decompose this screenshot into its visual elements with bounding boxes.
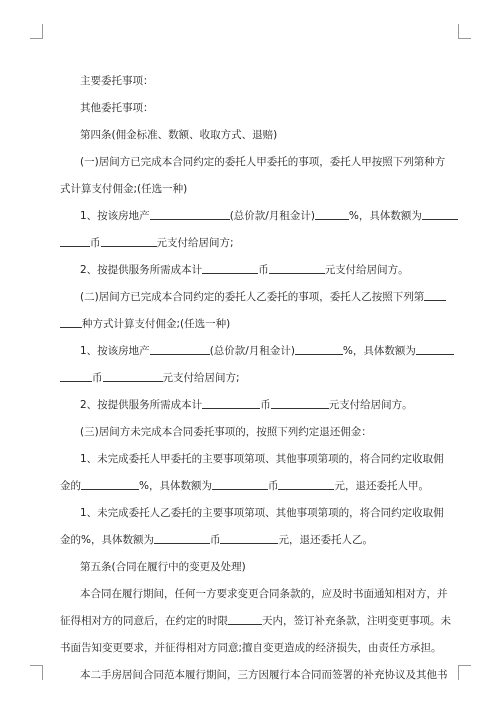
text-line (60, 74, 154, 88)
text-segment: 币 (92, 372, 103, 384)
text-segment: %，具体数额为 (342, 345, 416, 357)
text-line (60, 236, 234, 250)
text-line (60, 587, 448, 601)
text-segment: 其他委托事项： (80, 102, 154, 114)
crop-mark-bottom-right (458, 665, 471, 680)
text-segment: 元，退还委托人乙。 (278, 534, 373, 546)
blank-field[interactable] (295, 344, 343, 355)
text-line (60, 344, 454, 358)
blank-field[interactable] (422, 209, 458, 220)
text-segment: 币 (90, 237, 101, 249)
text-line (60, 209, 458, 223)
blank-field[interactable] (416, 344, 454, 355)
text-segment: 2、按提供服务所需成本计 (80, 399, 203, 411)
text-segment: 本合同在履行期间，任何一方要求变更合同条款的，应及时书面通知相对方，并 (80, 588, 448, 600)
crop-mark-top-left (30, 24, 43, 39)
text-line (60, 533, 373, 547)
text-segment: 元支付给居间方; (156, 237, 234, 249)
text-segment: 种方式计算支付佣金;(任选一种) (82, 318, 231, 330)
text-line (60, 182, 187, 196)
blank-field[interactable] (81, 479, 139, 490)
text-segment: 币 (209, 534, 221, 546)
text-segment: 金的 (60, 480, 81, 492)
text-segment: (二)居间方已完成本合同约定的委托人乙委托的事项，委托人乙按照下列第 (80, 291, 425, 303)
text-segment: 书面告知变更要求，并征得相对方同意;擅自变更造成的经济损失，由责任方承担。 (60, 642, 442, 654)
text-line (60, 506, 444, 520)
text-segment: 第五条(合同在履行中的变更及处理) (80, 561, 246, 573)
text-line (60, 641, 442, 655)
blank-field[interactable] (60, 371, 92, 382)
blank-field[interactable] (60, 317, 82, 328)
text-segment: %，具体数额为 (348, 210, 422, 222)
text-line (60, 128, 277, 142)
text-segment: 币 (258, 264, 269, 276)
text-segment: 元支付给居间方。 (328, 399, 413, 411)
text-line (60, 155, 445, 169)
text-line (60, 398, 413, 412)
text-segment: 式计算支付佣金;(任选一种) (60, 183, 188, 195)
blank-field[interactable] (315, 209, 349, 220)
text-line (60, 668, 448, 682)
crop-mark-bottom-left (30, 665, 43, 680)
text-segment: 第四条(佣金标准、数额、收取方式、退赔) (80, 129, 278, 141)
blank-field[interactable] (212, 479, 268, 490)
blank-field[interactable] (150, 209, 230, 220)
blank-field[interactable] (220, 533, 278, 544)
text-segment: 币 (260, 399, 271, 411)
text-line (60, 614, 451, 628)
text-line (60, 290, 446, 304)
blank-field[interactable] (150, 344, 210, 355)
blank-field[interactable] (278, 479, 334, 490)
blank-field[interactable] (271, 398, 329, 409)
text-segment: 征得相对方的同意后，在约定的时限 (60, 615, 228, 627)
blank-field[interactable] (424, 290, 446, 301)
blank-field[interactable] (269, 263, 325, 274)
blank-field[interactable] (154, 533, 210, 544)
blank-field[interactable] (202, 398, 260, 409)
text-line (60, 101, 154, 115)
text-line (60, 560, 246, 574)
text-segment: %，具体数额为 (139, 480, 212, 492)
text-segment: 币 (267, 480, 279, 492)
text-line (60, 425, 372, 439)
blank-field[interactable] (60, 236, 90, 247)
text-segment: (一)居间方已完成本合同约定的委托人甲委托的事项，委托人甲按照下列第种方 (80, 156, 446, 168)
text-segment: 1、按该房地产 (80, 210, 150, 222)
text-segment: 天内，签订补充条款，注明变更事项。未 (262, 615, 451, 627)
text-line (60, 263, 409, 277)
text-segment: 元支付给居间方。 (324, 264, 409, 276)
blank-field[interactable] (103, 371, 163, 382)
text-segment: 2、按提供服务所需成本计 (80, 264, 203, 276)
text-line (60, 479, 429, 493)
text-segment: 1、未完成委托人乙委托的主要事项第项、其他事项第项的，将合同约定收取佣 (80, 507, 444, 519)
text-line (60, 371, 240, 385)
blank-field[interactable] (202, 263, 258, 274)
text-segment: 金的%，具体数额为 (60, 534, 154, 546)
text-line (60, 317, 230, 331)
text-line (60, 452, 444, 466)
blank-field[interactable] (228, 614, 262, 625)
text-segment: 1、未完成委托人甲委托的主要事项第项、其他事项第项的，将合同约定收取佣 (80, 453, 444, 465)
text-segment: 主要委托事项： (80, 75, 154, 87)
crop-mark-top-right (458, 24, 471, 39)
text-segment: 本二手房居间合同范本履行期间，三方因履行本合同而签署的补充协议及其他书 (80, 669, 448, 681)
blank-field[interactable] (101, 236, 157, 247)
text-segment: (总价款/月租金计) (209, 345, 295, 357)
text-segment: 元，退还委托人甲。 (334, 480, 429, 492)
text-segment: (总价款/月租金计) (229, 210, 315, 222)
text-segment: (三)居间方未完成本合同委托事项的，按照下列约定退还佣金： (80, 426, 372, 438)
text-segment: 1、按该房地产 (80, 345, 150, 357)
text-segment: 元支付给居间方; (162, 372, 240, 384)
